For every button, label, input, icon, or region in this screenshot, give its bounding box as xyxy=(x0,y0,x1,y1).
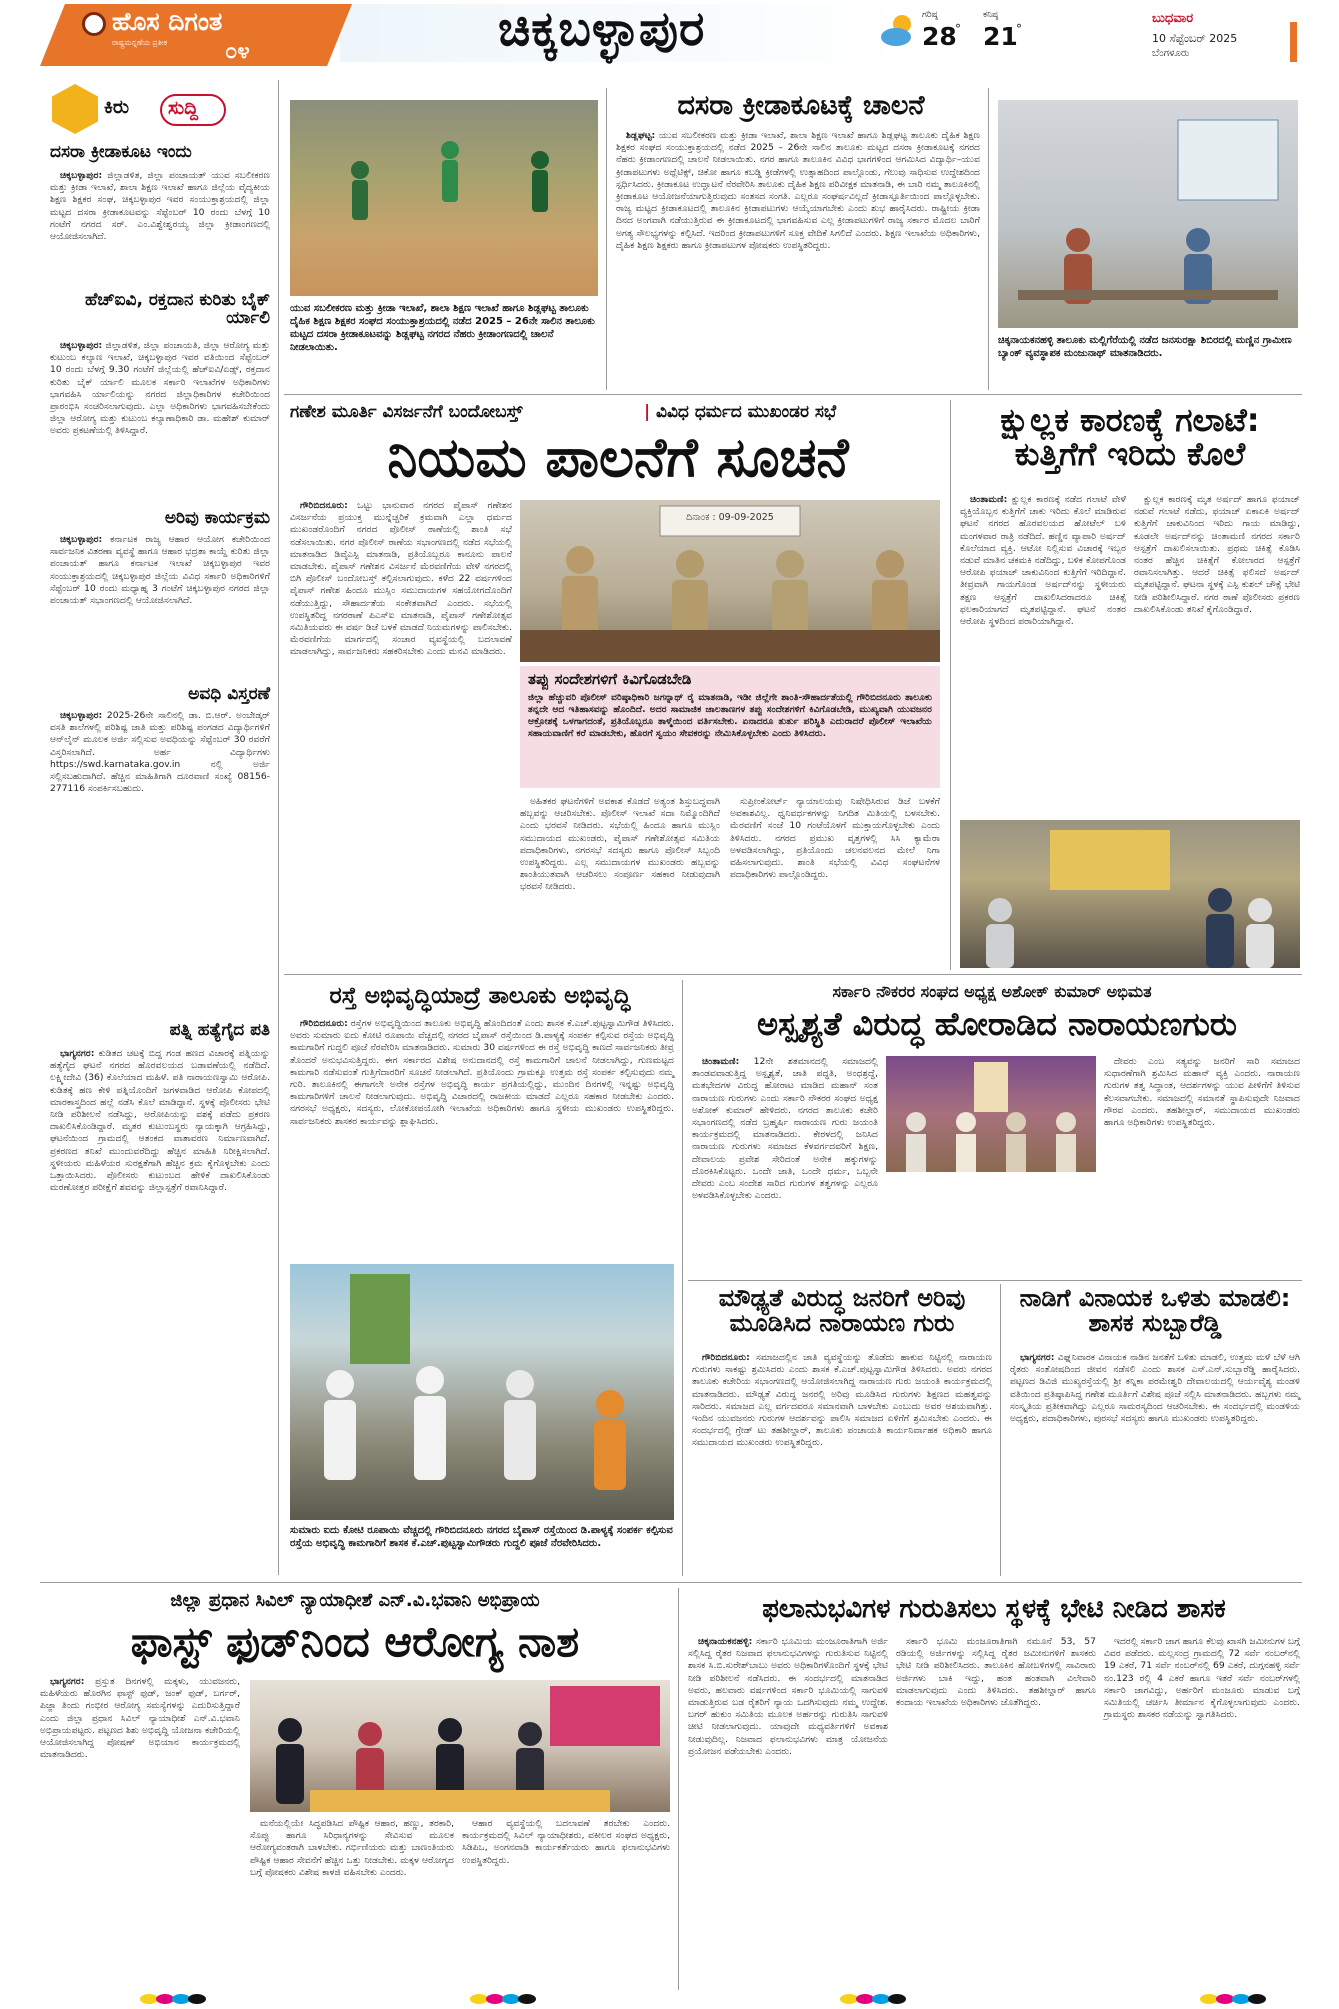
kiru-item-3-body xyxy=(50,534,270,680)
sports-dateline: ಶಿಡ್ಲಘಟ್ಟ: xyxy=(626,130,656,141)
max-temp-degree: ° xyxy=(955,22,961,36)
kiru-item-2-headline: ಹೆಚ್‌ಐವಿ, ರಕ್ತದಾನ ಕುರಿತು ಬೈಕ್ ರ್ಯಾಲಿ xyxy=(84,290,270,328)
murder-body-2 xyxy=(1134,494,1300,814)
narayana-text-1: 12ನೇ ಶತಮಾನದಲ್ಲಿ ಸಮಾಜದಲ್ಲಿ ತಾಂಡವವಾಡುತ್ತಿದ್ದ ಅಸ್ಪೃಶ್ಯತೆ, ಜಾತಿ ಪದ್ಧತಿ, ಅಂಧಶ್ರದ್ಧೆ, ಮತಭೇದಗಳ ವಿರುದ್ಧ ಹೋರಾಟ ಮಾಡಿದ ಮಹಾನ್ ಸಂತ ನಾರಾಯಣ ಗುರುಗಳು ಎಂದು ಸರ್ಕಾರಿ ನೌಕರರ ಸಂಘದ ಅಧ್ಯಕ್ಷ ಅಶೋಕ್ ಕುಮಾರ್ ಹೇಳಿದರು. ನಗರದ ತಾಲೂಕು ಕಚೇರಿ ಸಭಾಂಗಣದಲ್ಲಿ ನಡೆದ ಬ್ರಹ್ಮರ್ಷಿ ನಾರಾಯಣ ಗುರು ಜಯಂತಿ ಕಾರ್ಯಕ್ರಮದಲ್ಲಿ ಮಾತನಾಡಿದರು. ಕೇರಳದಲ್ಲಿ ಜನಿಸಿದ ನಾರಾಯಣ ಗುರುಗಳು ಸಮಾಜದ ಕೆಳವರ್ಗದವರಿಗೆ ಶಿಕ್ಷಣ, ದೇವಾಲಯ ಪ್ರವೇಶ ಸೇರಿದಂತೆ ಅನೇಕ ಹಕ್ಕುಗಳನ್ನು ದೊರಕಿಸಿಕೊಟ್ಟರು. ಒಂದೇ ಜಾತಿ, ಒಂದೇ ಧರ್ಮ, ಒಬ್ಬನೇ ದೇವರು ಎಂಬ ಸಂದೇಶ ಸಾರಿದ ಗುರುಗಳ ತತ್ವಗಳನ್ನು ಎಲ್ಲರೂ ಅಳವಡಿಸಿಕೊಳ್ಳಬೇಕು ಎಂದರು. xyxy=(692,1056,878,1202)
min-temp-value: 21 xyxy=(983,22,1018,51)
narayana-headline: ಅಸ್ಪೃಶ್ಯತೆ ವಿರುದ್ಧ ಹೋರಾಡಿದ ನಾರಾಯಣಗುರು xyxy=(757,1005,1237,1043)
ganesha-body-1 xyxy=(290,500,512,818)
print-registration-marks xyxy=(840,1994,910,2006)
superstition-text: ಸಮಾಜದಲ್ಲಿನ ಜಾತಿ ವ್ಯವಸ್ಥೆಯನ್ನು ತೊಡೆದು ಹಾಕುವ ನಿಟ್ಟಿನಲ್ಲಿ ನಾರಾಯಣ ಗುರುಗಳು ಸಾಕಷ್ಟು ಶ್ರಮಿಸಿದರು ಎಂದು ಶಾಸಕ ಕೆ.ಎಚ್.ಪುಟ್ಟಸ್ವಾಮಿಗೌಡ ತಿಳಿಸಿದರು. ಅವರು ನಗರದ ತಾಲೂಕು ಕಚೇರಿಯ ಸಭಾಂಗಣದಲ್ಲಿ ಆಯೋಜಿಸಲಾಗಿದ್ದ ನಾರಾಯಣ ಗುರು ಜಯಂತಿ ಕಾರ್ಯಕ್ರಮದಲ್ಲಿ ಮಾತನಾಡಿದರು. ಮೌಢ್ಯತೆ ವಿರುದ್ಧ ಜನರಲ್ಲಿ ಅರಿವು ಮೂಡಿಸಿದ ಗುರುಗಳು ಶಿಕ್ಷಣದ ಮಹತ್ವವನ್ನು ಸಾರಿದರು. ಸಮಾಜದ ಎಲ್ಲ ವರ್ಗದವರೂ ಸಮಾನವಾಗಿ ಬಾಳಬೇಕು ಎಂಬುದು ಅವರ ಆಶಯವಾಗಿತ್ತು. ಇಂದಿನ ಯುವಜನರು ಗುರುಗಳ ಆದರ್ಶವನ್ನು ಪಾಲಿಸಿ ಸಮಾಜದ ಏಳಿಗೆಗೆ ಶ್ರಮಿಸಬೇಕು ಎಂದರು. ಈ ಸಂದರ್ಭದಲ್ಲಿ ಗ್ರೇಡ್ ಟು ತಹಶೀಲ್ದಾರ್, ತಾಲೂಕು ಪಂಚಾಯತಿ ಕಾರ್ಯನಿರ್ವಾಹಕ ಅಧಿಕಾರಿ ಹಾಗೂ ಸಮುದಾಯದ ಮುಖಂಡರು ಉಪಸ್ಥಿತರಿದ್ದರು. xyxy=(692,1352,992,1449)
city-title: ಚಿಕ್ಕಬಳ್ಳಾಪುರ xyxy=(498,1,706,57)
road-bhoomi-puja-photo xyxy=(290,1264,674,1520)
beneficiary-text-1: ಸರ್ಕಾರಿ ಭೂಮಿಯ ಮಂಜೂರಾತಿಗಾಗಿ ಅರ್ಜಿ ಸಲ್ಲಿಸಿದ್ದ ರೈತರ ನಿಜವಾದ ಫಲಾನುಭವಿಗಳನ್ನು ಗುರುತಿಸುವ ನಿಟ್ಟಿನಲ್ಲಿ ಶಾಸಕ ಸಿ.ಬಿ.ಸುರೇಶ್‌ಬಾಬು ಅವರು ಅಧಿಕಾರಿಗಳೊಂದಿಗೆ ಸ್ಥಳಕ್ಕೆ ಭೇಟಿ ನೀಡಿ ಪರಿಶೀಲನೆ ನಡೆಸಿದರು. ಈ ಸಂದರ್ಭದಲ್ಲಿ ಮಾತನಾಡಿದ ಅವರು, ಹಲವಾರು ವರ್ಷಗಳಿಂದ ಸರ್ಕಾರಿ ಭೂಮಿಯಲ್ಲಿ ಸಾಗುವಳಿ ಮಾಡುತ್ತಿರುವ ಬಡ ರೈತರಿಗೆ ನ್ಯಾಯ ಒದಗಿಸುವುದು ನಮ್ಮ ಉದ್ದೇಶ. ಬಗರ್ ಹುಕುಂ ಸಮಿತಿಯ ಮೂಲಕ ಅರ್ಹರನ್ನು ಗುರುತಿಸಿ ಸಾಗುವಳಿ ಚೀಟಿ ನೀಡಲಾಗುವುದು. ಯಾವುದೇ ಮಧ್ಯವರ್ತಿಗಳಿಗೆ ಅವಕಾಶ ನೀಡುವುದಿಲ್ಲ. ನಿಜವಾದ ಫಲಾನುಭವಿಗಳು ಮಾತ್ರ ಯೋಜನೆಯ ಪ್ರಯೋಜನ ಪಡೆಯಬೇಕು ಎಂದರು. xyxy=(688,1636,889,1757)
murder-scene-photo xyxy=(960,820,1300,968)
murder-text-2: ಕ್ಷುಲ್ಲಕ ಕಾರಣಕ್ಕೆ ಮೃತ ಅರ್ಷದ್ ಹಾಗೂ ಫಯಾಜ್ ನಡುವೆ ಗಲಾಟೆ ನಡೆದು, ಫಯಾಜ್ ಏಕಾಏಕಿ ಅರ್ಷದ್ ಕುತ್ತಿಗೆಗೆ ಚಾಕುವಿನಿಂದ ಇರಿದು ಗಾಯ ಮಾಡಿದ್ದು, ಕೂಡಲೇ ಅರ್ಷದ್‌ನನ್ನು ಚಿಂತಾಮಣಿ ನಗರದ ಸರ್ಕಾರಿ ಆಸ್ಪತ್ರೆಗೆ ದಾಖಲಿಸಲಾಯಿತು. ಪ್ರಥಮ ಚಿಕಿತ್ಸೆ ಕೊಡಿಸಿ ನಂತರ ಹೆಚ್ಚಿನ ಚಿಕಿತ್ಸೆಗೆ ಕೋಲಾರದ ಆಸ್ಪತ್ರೆಗೆ ರವಾನಿಸಲಾಗಿತ್ತು. ಆದರೆ ಚಿಕಿತ್ಸೆ ಫಲಿಸದೆ ಅರ್ಷದ್ ಮೃತಪಟ್ಟಿದ್ದಾನೆ. ಘಟನಾ ಸ್ಥಳಕ್ಕೆ ಎಸ್ಪಿ ಕುಶಲ್ ಚೌಕ್ಸೆ ಭೇಟಿ ನೀಡಿ ಪರಿಶೀಲಿಸಿದ್ದಾರೆ. ನಗರ ಠಾಣೆ ಪೊಲೀಸರು ಪ್ರಕರಣ ದಾಖಲಿಸಿಕೊಂಡು ತನಿಖೆ ಕೈಗೊಂಡಿದ್ದಾರೆ. xyxy=(1134,494,1300,615)
kiru-badge-label-b: ಸುದ್ದಿ xyxy=(160,94,226,126)
kiru-item-2-text: ಜಿಲ್ಲಾಡಳಿತ, ಜಿಲ್ಲಾ ಪಂಚಾಯತಿ, ಜಿಲ್ಲಾ ಆರೋಗ್ಯ ಮತ್ತು ಕುಟುಂಬ ಕಲ್ಯಾಣ ಇಲಾಖೆ, ಚಿಕ್ಕಬಳ್ಳಾಪುರ ಇವರ ವತಿಯಿಂದ ಸೆಪ್ಟೆಂಬರ್ 10 ರಂದು ಬೆಳಗ್ಗೆ 9.30 ಗಂಟೆಗೆ ಜಿಲ್ಲೆಯಲ್ಲಿ ಹೆಚ್‌ಐವಿ/ಏಡ್ಸ್, ರಕ್ತದಾನ ಕುರಿತು ಬೈಕ್ ರ್ಯಾಲಿ ಮೂಲಕ ಸರ್ಕಾರಿ ಇಲಾಖೆಗಳ ಅಧಿಕಾರಿಗಳು ಭಾಗವಹಿಸಿ ರ್ಯಾಲಿಯನ್ನು ನಗರದ ಜಿಲ್ಲಾಧಿಕಾರಿಗಳ ಕಚೇರಿಯಿಂದ ಪ್ರಾರಂಭಿಸಿ ಸಂಚರಿಸಲಾಗುವುದು. ಎಲ್ಲಾ ಅಧಿಕಾರಿಗಳು ಭಾಗವಹಿಸಬೇಕೆಂದು ಜಿಲ್ಲಾ ಆರೋಗ್ಯ ಮತ್ತು ಕುಟುಂಬ ಕಲ್ಯಾಣಾಧಿಕಾರಿ ಡಾ. ಮಹೇಶ್ ಕುಮಾರ್ ಅವರು ಪ್ರಕಟಣೆಯಲ್ಲಿ ತಿಳಿಸಿದ್ದಾರೆ. xyxy=(50,340,270,437)
max-temp-label: ಗರಿಷ್ಠ xyxy=(922,10,938,20)
min-temp-label: ಕನಿಷ್ಠ xyxy=(983,10,999,20)
superstition-body xyxy=(692,1352,992,1574)
road-headline: ರಸ್ತೆ ಅಭಿವೃದ್ಧಿಯಾದ್ರೆ ತಾಲೂಕು ಅಭಿವೃದ್ಧಿ xyxy=(329,983,631,1009)
sports-text: ಯುವ ಸಬಲೀಕರಣ ಮತ್ತು ಕ್ರೀಡಾ ಇಲಾಖೆ, ಶಾಲಾ ಶಿಕ್ಷಣ ಇಲಾಖೆ ಹಾಗೂ ಶಿಡ್ಲಘಟ್ಟ ತಾಲೂಕು ದೈಹಿಕ ಶಿಕ್ಷಣ ಶಿಕ್ಷಕರ ಸಂಘದ ಸಂಯುಕ್ತಾಶ್ರಯದಲ್ಲಿ ನಡೆದ 2025 – 26ನೇ ಸಾಲಿನ ತಾಲೂಕು ಮಟ್ಟದ ದಸರಾ ಕ್ರೀಡಾಕೂಟಕ್ಕೆ ನಗರದ ನೆಹರು ಕ್ರೀಡಾಂಗಣದಲ್ಲಿ ಚಾಲನೆ ನೀಡಲಾಯಿತು. ನಗರ ಹಾಗೂ ತಾಲೂಕಿನ ವಿವಿಧ ಭಾಗಗಳಿಂದ ಆಗಮಿಸಿದ ವಿದ್ಯಾರ್ಥಿ–ಯುವ ಕ್ರೀಡಾಪಟುಗಳು ಅಥ್ಲೆಟಿಕ್ಸ್, ಚಿಕೋ ಹಾಗೂ ಕಬಡ್ಡಿ ಕ್ರೀಡೆಗಳಲ್ಲಿ ಉತ್ಸಾಹದಿಂದ ಪಾಲ್ಗೊಂಡು, ಗೆಲುವು ಸಾಧಿಸುವ ಉದ್ದೇಶದಿಂದ ಸ್ಪರ್ಧಿಸಿದರು. ಕ್ರೀಡಾಕೂಟ ಉದ್ಘಾಟನೆ ನೆರವೇರಿಸಿ ತಾಲೂಕು ದೈಹಿಕ ಶಿಕ್ಷಣ ಪರಿವೀಕ್ಷಕ ಮಾತನಾಡಿ, ಈ ಬಾರಿ ನಮ್ಮ ತಾಲೂಕಿನಲ್ಲಿ ಕ್ರೀಡಾಕೂಟ ಆಯೋಜನೆಯಾಗುತ್ತಿರುವುದು ಸಂತಸದ ಸಂಗತಿ. ಎಲ್ಲರೂ ಸಂಘರ್ಷವಿಲ್ಲದೆ ಕ್ರೀಡಾಸ್ಫೂರ್ತಿಯಿಂದ ಪಾಲ್ಗೊಳ್ಳಬೇಕು. ರಾಜ್ಯ ಮಟ್ಟದ ಕ್ರೀಡಾಕೂಟದಲ್ಲಿ ತಾಲೂಕಿನ ಕ್ರೀಡಾಪಟುಗಳು ಆಯ್ಕೆಯಾಗಬೇಕು ಎಂದು ಶುಭ ಹಾರೈಸಿದರು. ರಾಷ್ಟ್ರೀಯ ಕ್ರೀಡಾ ದಿನದ ಅಂಗವಾಗಿ ನಡೆಯುತ್ತಿರುವ ಈ ಕ್ರೀಡಾಕೂಟದಲ್ಲಿ ಭಾಗವಹಿಸುವ ಎಲ್ಲ ಕ್ರೀಡಾಪಟುಗಳಿಗೆ ರಾಜ್ಯ ಸರ್ಕಾರ ಮೊದಲ ಬಾರಿಗೆ ಅಗತ್ಯ ಸೌಲಭ್ಯಗಳನ್ನು ಕಲ್ಪಿಸಿದೆ. ಇದರಿಂದ ಕ್ರೀಡಾಪಟುಗಳಿಗೆ ಸೂಕ್ತ ವೇದಿಕೆ ಸಿಗಲಿದೆ ಎಂದರು. ಶಿಕ್ಷಣ ಇಲಾಖೆಯ ಅಧಿಕಾರಿಗಳು, ದೈಹಿಕ ಶಿಕ್ಷಣ ಶಿಕ್ಷಕರು ಹಾಗೂ ಕ್ರೀಡಾಪಟುಗಳ ಪೋಷಕರು ಉಪಸ್ಥಿತರಿದ್ದರು. xyxy=(616,130,980,251)
murder-headline: ಕ್ಷುಲ್ಲಕ ಕಾರಣಕ್ಕೆ ಗಲಾಟೆ: ಕುತ್ತಿಗೆಗೆ ಇರಿದು ಕೊಲೆ xyxy=(1000,401,1260,473)
max-temp-value: 28 xyxy=(922,22,957,51)
section-rule xyxy=(40,1582,1302,1583)
page-number: ೦೪ xyxy=(225,39,250,64)
vinayaka-dateline: ಭಾಗ್ಯನಗರ: xyxy=(1020,1352,1055,1363)
kiru-item-4-body xyxy=(50,710,270,1012)
murder-body-1 xyxy=(960,494,1126,814)
kiru-item-5-headline: ಪತ್ನಿ ಹತ್ಯೆಗೈದ ಪತಿ xyxy=(169,1020,270,1040)
ganesha-kicker-a: ಗಣೇಶ ಮೂರ್ತಿ ವಿಸರ್ಜನೆಗೆ ಬಂದೋಬಸ್ತ್ xyxy=(290,402,523,422)
road-photo-caption: ಸುಮಾರು ಐದು ಕೋಟಿ ರೂಪಾಯಿ ವೆಚ್ಚದಲ್ಲಿ ಗೌರಿಬಿದನೂರು ನಗರದ ಬೈಪಾಸ್ ರಸ್ತೆಯಿಂದ ಡಿ.ಪಾಳ್ಯಕ್ಕೆ ಸಂಪರ್ಕ ಕಲ್ಪಿಸುವ ರಸ್ತೆಯ ಅಭಿವೃದ್ಧಿ ಕಾಮಗಾರಿಗೆ ಶಾಸಕ ಕೆ.ಎಚ್.ಪುಟ್ಟಸ್ವಾಮಿಗೌಡರು ಗುದ್ದಲಿ ಪೂಜೆ ನೆರವೇರಿಸಿದರು. xyxy=(290,1525,673,1549)
superstition-headline: ಮೌಢ್ಯತೆ ವಿರುದ್ಧ ಜನರಿಗೆ ಅರಿವು ಮೂಡಿಸಿದ ನಾರಾಯಣ ಗುರು xyxy=(718,1284,966,1338)
kiru-item-3-dateline: ಚಿಕ್ಕಬಳ್ಳಾಪುರ: xyxy=(60,534,103,545)
column-rule xyxy=(950,400,951,970)
ganesha-body-2 xyxy=(520,796,720,962)
bank-photo xyxy=(998,100,1298,328)
ganesha-text-3: ಸುಪ್ರೀಂಕೋರ್ಟ್ ನ್ಯಾಯಾಲಯವು ನಿಷೇಧಿಸಿರುವ ಡಿಜೆ ಬಳಕೆಗೆ ಅವಕಾಶವಿಲ್ಲ. ಧ್ವನಿವರ್ಧಕಗಳನ್ನು ನಿಗದಿತ ಮಿತಿಯಲ್ಲಿ ಬಳಸಬೇಕು. ಮೆರವಣಿಗೆ ಸಂಜೆ 10 ಗಂಟೆಯೊಳಗೆ ಮುಕ್ತಾಯಗೊಳ್ಳಬೇಕು ಎಂದು ತಿಳಿಸಿದರು. ನಗರದ ಪ್ರಮುಖ ವೃತ್ತಗಳಲ್ಲಿ ಸಿಸಿ ಕ್ಯಾಮೆರಾ ಅಳವಡಿಸಲಾಗಿದ್ದು, ಪ್ರತಿಯೊಂದು ಚಲನವಲನದ ಮೇಲೆ ನಿಗಾ ವಹಿಸಲಾಗುವುದು. ಶಾಂತಿ ಸಭೆಯಲ್ಲಿ ವಿವಿಧ ಸಂಘಟನೆಗಳ ಪದಾಧಿಕಾರಿಗಳು ಪಾಲ್ಗೊಂಡಿದ್ದರು. xyxy=(730,796,940,881)
narayana-text-2: ದೇವರು ಎಂಬ ಸತ್ಯವನ್ನು ಜನರಿಗೆ ಸಾರಿ ಸಮಾಜದ ಸುಧಾರಣೆಗಾಗಿ ಶ್ರಮಿಸಿದ ಮಹಾನ್ ವ್ಯಕ್ತಿ ಎಂದರು. ನಾರಾಯಣ ಗುರುಗಳ ತತ್ವ ಸಿದ್ಧಾಂತ, ಆದರ್ಶಗಳನ್ನು ಯುವ ಪೀಳಿಗೆಗೆ ತಿಳಿಸುವ ಕೆಲಸವಾಗಬೇಕು. ಸಮಾಜದಲ್ಲಿ ಸಮಾನತೆ ಸ್ಥಾಪಿಸುವುದೇ ನಿಜವಾದ ಗೌರವ ಎಂದರು. ತಹಶೀಲ್ದಾರ್, ಸಮುದಾಯದ ಮುಖಂಡರು ಹಾಗೂ ಅಧಿಕಾರಿಗಳು ಉಪಸ್ಥಿತರಿದ್ದರು. xyxy=(1104,1056,1300,1129)
column-rule xyxy=(1000,1284,1001,1576)
kiru-item-4-dateline: ಚಿಕ್ಕಬಳ್ಳಾಪುರ: xyxy=(60,710,103,721)
column-rule xyxy=(278,80,279,1575)
kiru-item-1-headline: ದಸರಾ ಕ್ರೀಡಾಕೂಟ ಇಂದು xyxy=(50,142,192,162)
ganesha-box-body: ಜಿಲ್ಲಾ ಹೆಚ್ಚುವರಿ ಪೊಲೀಸ್ ವರಿಷ್ಠಾಧಿಕಾರಿ ಜಗನ್ನಾಥ್ ರೈ ಮಾತನಾಡಿ, ಇಡೀ ಜಿಲ್ಲೆಗೇ ಶಾಂತಿ-ಸೌಹಾರ್ದತೆಯಲ್ಲಿ ಗೌರಿಬಿದನೂರು ತಾಲೂಕು ತನ್ನದೇ ಆದ ಇತಿಹಾಸವನ್ನು ಹೊಂದಿದೆ. ಅದರ ಸಾಮಾಜಿಕ ಜಾಲತಾಣಗಳ ತಪ್ಪು ಸಂದೇಶಗಳಿಗೆ ಕಿವಿಗೊಡಬೇಡಿ, ಮುಖ್ಯವಾಗಿ ಯುವಜನರ ಆಕ್ರೋಶಕ್ಕೆ ಒಳಗಾಗದಂತೆ, ಪ್ರತಿಯೊಬ್ಬರೂ ತಾಳ್ಮೆಯಿಂದ ವರ್ತಿಸಬೇಕು. ಏನಾದರೂ ತುರ್ತು ಪರಿಸ್ಥಿತಿ ಎದುರಾದರೆ ಪೊಲೀಸ್ ಇಲಾಖೆಯ ಸಹಾಯವಾಣಿಗೆ ಕರೆ ಮಾಡಬೇಕು, ಹೊರಗೆ ಸ್ವಯಂ ಸೇವಕರನ್ನು ನೇಮಿಸಿಕೊಳ್ಳಬೇಕು ಎಂದು ತಿಳಿಸಿದರು. xyxy=(528,691,932,740)
vinayaka-body xyxy=(1010,1352,1300,1574)
column-rule xyxy=(678,1588,679,1990)
fastfood-body-2 xyxy=(250,1818,454,1988)
road-dateline: ಗೌರಿಬಿದನೂರು: xyxy=(300,1018,348,1029)
masthead xyxy=(0,0,1339,70)
issue-date: 10 ಸೆಪ್ಟೆಂಬರ್ 2025 xyxy=(1152,32,1238,45)
ganesha-text-2: ಅಹಿತಕರ ಘಟನೆಗಳಿಗೆ ಅವಕಾಶ ಕೊಡದೆ ಅತ್ಯಂತ ಶಿಸ್ತುಬದ್ಧವಾಗಿ ಹಬ್ಬವನ್ನು ಆಚರಿಸಬೇಕು. ಪೊಲೀಸ್ ಇಲಾಖೆ ಸದಾ ನಿಮ್ಮೊಂದಿಗಿದೆ ಎಂದು ಭರವಸೆ ನೀಡಿದರು. ಸಭೆಯಲ್ಲಿ ಹಿಂದೂ ಹಾಗೂ ಮುಸ್ಲಿಂ ಸಮುದಾಯದ ಮುಖಂಡರು, ಪೈಪಾಸ್ ಗಣೇಶೋತ್ಸವ ಸಮಿತಿಯ ಪದಾಧಿಕಾರಿಗಳು, ನಗರಸಭೆ ಸದಸ್ಯರು ಹಾಗೂ ಪೊಲೀಸ್ ಸಿಬ್ಬಂದಿ ಉಪಸ್ಥಿತರಿದ್ದರು. ಎಲ್ಲ ಸಮುದಾಯಗಳ ಮುಖಂಡರು ಹಬ್ಬವನ್ನು ಶಾಂತಿಯುತವಾಗಿ ಆಚರಿಸಲು ಸಂಪೂರ್ಣ ಸಹಕಾರ ನೀಡುವುದಾಗಿ ಭರವಸೆ ನೀಡಿದರು. xyxy=(520,796,720,893)
brand-name: ಹೊಸ ದಿಗಂತ xyxy=(112,7,223,36)
kiru-item-2-dateline: ಚಿಕ್ಕಬಳ್ಳಾಪುರ: xyxy=(60,340,103,351)
section-rule xyxy=(688,1280,1302,1281)
narayana-dateline: ಚಿಂತಾಮಣಿ: xyxy=(702,1056,740,1067)
fastfood-text-2: ಮನೆಯಲ್ಲಿಯೇ ಸಿದ್ಧಪಡಿಸಿದ ಪೌಷ್ಟಿಕ ಆಹಾರ, ಹಣ್ಣು, ತರಕಾರಿ, ಸೊಪ್ಪು ಹಾಗೂ ಸಿರಿಧಾನ್ಯಗಳನ್ನು ಸೇವಿಸುವ ಮೂಲಕ ಆರೋಗ್ಯವಂತರಾಗಿ ಬಾಳಬೇಕು. ಗರ್ಭಿಣಿಯರು ಮತ್ತು ಬಾಣಂತಿಯರು ಪೌಷ್ಟಿಕ ಆಹಾರ ಸೇವನೆಗೆ ಹೆಚ್ಚಿನ ಒತ್ತು ನೀಡಬೇಕು. ಮಕ್ಕಳ ಆರೋಗ್ಯದ ಬಗ್ಗೆ ಪೋಷಕರು ವಿಶೇಷ ಕಾಳಜಿ ವಹಿಸಬೇಕು ಎಂದರು. xyxy=(250,1818,454,1878)
fastfood-event-photo xyxy=(250,1680,670,1812)
section-rule xyxy=(284,394,1302,395)
kiru-badge-icon xyxy=(52,84,98,134)
narayana-kicker: ಸರ್ಕಾರಿ ನೌಕರರ ಸಂಘದ ಅಧ್ಯಕ್ಷ ಅಶೋಕ್ ಕುಮಾರ್ ಅಭಿಮತ xyxy=(832,982,1152,1001)
narayana-jayanti-photo xyxy=(886,1056,1096,1172)
beneficiary-body-1 xyxy=(688,1636,888,1988)
ganesha-headline: ನಿಯಮ ಪಾಲನೆಗೆ ಸೂಚನೆ xyxy=(387,426,849,489)
beneficiary-text-2: ಸರ್ಕಾರಿ ಭೂಮಿ ಮಂಜೂರಾತಿಗಾಗಿ ನಮೂನೆ 53, 57 ರಡಿಯಲ್ಲಿ ಅರ್ಜಿಗಳನ್ನು ಸಲ್ಲಿಸಿದ್ದ ರೈತರ ಜಮೀನುಗಳಿಗೆ ಶಾಸಕರು ಭೇಟಿ ನೀಡಿ ಪರಿಶೀಲಿಸಿದರು. ತಾಲೂಕಿನ ಹೋಬಳಿಗಳಲ್ಲಿ ಸಾವಿರಾರು ಅರ್ಜಿಗಳು ಬಾಕಿ ಇದ್ದು, ಹಂತ ಹಂತವಾಗಿ ವಿಲೇವಾರಿ ಮಾಡಲಾಗುವುದು ಎಂದು ತಿಳಿಸಿದರು. ತಹಶೀಲ್ದಾರ್ ಹಾಗೂ ಕಂದಾಯ ಇಲಾಖೆಯ ಅಧಿಕಾರಿಗಳು ಜೊತೆಗಿದ್ದರು. xyxy=(896,1636,1096,1709)
sports-photo xyxy=(290,100,598,296)
murder-text-1: ಕ್ಷುಲ್ಲಕ ಕಾರಣಕ್ಕೆ ನಡೆದ ಗಲಾಟೆ ವೇಳೆ ವ್ಯಕ್ತಿಯೊಬ್ಬನ ಕುತ್ತಿಗೆಗೆ ಚಾಕು ಇರಿದು ಕೊಲೆ ಮಾಡಿರುವ ಘಟನೆ ನಗರದ ಹೊರವಲಯದ ಹೋಟೆಲ್ ಬಳಿ ಮಂಗಳವಾರ ರಾತ್ರಿ ನಡೆದಿದೆ. ಹಣ್ಣಿನ ವ್ಯಾಪಾರಿ ಅರ್ಷದ್ ಕೊಲೆಯಾದ ವ್ಯಕ್ತಿ. ಆಟೋ ನಿಲ್ಲಿಸುವ ವಿಚಾರಕ್ಕೆ ಇಬ್ಬರ ನಡುವೆ ಮಾತಿನ ಚಕಮಕಿ ನಡೆದಿದ್ದು, ಬಳಿಕ ಕೋಪಗೊಂಡ ಆರೋಪಿ ಫಯಾಜ್ ಚಾಕುವಿನಿಂದ ಕುತ್ತಿಗೆಗೆ ಇರಿದಿದ್ದಾನೆ. ತೀವ್ರವಾಗಿ ಗಾಯಗೊಂಡ ಅರ್ಷದ್‌ನನ್ನು ಸ್ಥಳೀಯರು ತಕ್ಷಣ ಆಸ್ಪತ್ರೆಗೆ ದಾಖಲಿಸಿದರಾದರೂ ಚಿಕಿತ್ಸೆ ಫಲಕಾರಿಯಾಗದೆ ಮೃತಪಟ್ಟಿದ್ದಾನೆ. ಘಟನೆ ನಂತರ ಆರೋಪಿ ಸ್ಥಳದಿಂದ ಪರಾರಿಯಾಗಿದ್ದಾನೆ. xyxy=(960,494,1126,628)
ganesha-kicker-separator: | xyxy=(644,402,651,422)
kiru-item-2-body xyxy=(50,340,270,506)
narayana-body-1 xyxy=(692,1056,878,1276)
vinayaka-headline: ನಾಡಿಗೆ ವಿನಾಯಕ ಒಳಿತು ಮಾಡಲಿ: ಶಾಸಕ ಸುಬ್ಬಾರೆಡ್ಡಿ xyxy=(1019,1284,1291,1338)
min-temp-degree: ° xyxy=(1016,22,1022,36)
fastfood-text-3: ಆಹಾರ ವ್ಯವಸ್ಥೆಯಲ್ಲಿ ಬದಲಾವಣೆ ತರಬೇಕು ಎಂದರು. ಕಾರ್ಯಕ್ರಮದಲ್ಲಿ ಸಿವಿಲ್ ನ್ಯಾಯಾಧೀಶರು, ವಕೀಲರ ಸಂಘದ ಅಧ್ಯಕ್ಷರು, ಸಿಡಿಪಿಒ, ಅಂಗನವಾಡಿ ಕಾರ್ಯಕರ್ತೆಯರು ಹಾಗೂ ಫಲಾನುಭವಿಗಳು ಉಪಸ್ಥಿತರಿದ್ದರು. xyxy=(462,1818,670,1866)
road-body xyxy=(290,1018,674,1256)
kiru-item-1-body xyxy=(50,170,270,288)
brand-logo-icon xyxy=(82,12,106,36)
ganesha-highlight-box xyxy=(520,666,940,788)
kiru-item-4-text: 2025-26ನೇ ಸಾಲಿನಲ್ಲಿ ಡಾ. ಬಿ.ಆರ್. ಅಂಬೇಡ್ಕರ್ ವಸತಿ ಶಾಲೆಗಳಲ್ಲಿ ಪರಿಶಿಷ್ಟ ಜಾತಿ ಮತ್ತು ಪರಿಶಿಷ್ಟ ಪಂಗಡದ ವಿದ್ಯಾರ್ಥಿಗಳಿಗೆ ಆನ್‌ಲೈನ್ ಮೂಲಕ ಅರ್ಜಿ ಸಲ್ಲಿಸುವ ಅವಧಿಯನ್ನು ಸೆಪ್ಟೆಂಬರ್ 30 ರವರೆಗೆ ವಿಸ್ತರಿಸಲಾಗಿದೆ. ಅರ್ಹ ವಿದ್ಯಾರ್ಥಿಗಳು https://swd.karnataka.gov.in ನಲ್ಲಿ ಅರ್ಜಿ ಸಲ್ಲಿಸಬಹುದಾಗಿದೆ. ಹೆಚ್ಚಿನ ಮಾಹಿತಿಗಾಗಿ ದೂರವಾಣಿ ಸಂಖ್ಯೆ 08156-277116 ಸಂಪರ್ಕಿಸಬಹುದು. xyxy=(50,710,270,795)
kiru-item-5-dateline: ಭಾಗ್ಯನಗರ: xyxy=(60,1048,95,1059)
sports-headline: ದಸರಾ ಕ್ರೀಡಾಕೂಟಕ್ಕೆ ಚಾಲನೆ xyxy=(677,90,925,121)
beneficiary-headline: ಫಲಾನುಭವಿಗಳ ಗುರುತಿಸಲು ಸ್ಥಳಕ್ಕೆ ಭೇಟಿ ನೀಡಿದ ಶಾಸಕ xyxy=(762,1594,1226,1624)
kiru-item-5-text: ಕುಡಿತದ ಚಟಕ್ಕೆ ಬಿದ್ದ ಗಂಡ ಹಣದ ವಿಚಾರಕ್ಕೆ ಪತ್ನಿಯನ್ನು ಹತ್ಯೆಗೈದ ಘಟನೆ ನಗರದ ಹೊರವಲಯದ ಬಡಾವಣೆಯಲ್ಲಿ ನಡೆದಿದೆ. ಲಕ್ಷ್ಮೀದೇವಿ (36) ಕೊಲೆಯಾದ ಮಹಿಳೆ. ಪತಿ ನಾರಾಯಣಸ್ವಾಮಿ ಆರೋಪಿ. ಕುಡಿತಕ್ಕೆ ಹಣ ಕೇಳಿ ಪತ್ನಿಯೊಂದಿಗೆ ಜಗಳವಾಡಿದ ಆರೋಪಿ ಕೋಪದಲ್ಲಿ ಮಾರಕಾಸ್ತ್ರದಿಂದ ಹಲ್ಲೆ ನಡೆಸಿ ಕೊಲೆ ಮಾಡಿದ್ದಾನೆ. ಸ್ಥಳಕ್ಕೆ ಪೊಲೀಸರು ಭೇಟಿ ನೀಡಿ ಪರಿಶೀಲನೆ ನಡೆಸಿದ್ದು, ಆರೋಪಿಯನ್ನು ವಶಕ್ಕೆ ಪಡೆದು ಪ್ರಕರಣ ದಾಖಲಿಸಿಕೊಂಡಿದ್ದಾರೆ. ಮೃತರ ಕುಟುಂಬಸ್ಥರು ನ್ಯಾಯಕ್ಕಾಗಿ ಆಗ್ರಹಿಸಿದ್ದು, ಘಟನೆಯಿಂದ ಗ್ರಾಮದಲ್ಲಿ ಆತಂಕದ ವಾತಾವರಣ ನಿರ್ಮಾಣವಾಗಿದೆ. ಪ್ರಕರಣದ ತನಿಖೆ ಮುಂದುವರೆದಿದ್ದು ಹೆಚ್ಚಿನ ಮಾಹಿತಿ ನಿರೀಕ್ಷಿಸಲಾಗಿದೆ. ಸ್ಥಳೀಯರು ಮಹಿಳೆಯರ ಸುರಕ್ಷತೆಗಾಗಿ ಹೆಚ್ಚಿನ ಕ್ರಮ ಕೈಗೊಳ್ಳಬೇಕು ಎಂದು ಒತ್ತಾಯಿಸಿದರು. ಪೊಲೀಸರು ಕುಟುಂಬದ ಹೇಳಿಕೆ ದಾಖಲಿಸಿಕೊಂಡು ಮರಣೋತ್ತರ ಪರೀಕ್ಷೆಗೆ ಶವವನ್ನು ಜಿಲ್ಲಾಸ್ಪತ್ರೆಗೆ ರವಾನಿಸಿದ್ದಾರೆ. xyxy=(50,1048,271,1194)
superstition-dateline: ಗೌರಿಬಿದನೂರು: xyxy=(702,1352,750,1363)
kiru-item-3-headline: ಅರಿವು ಕಾರ್ಯಕ್ರಮ xyxy=(164,508,270,528)
edition-name: ಬೆಂಗಳೂರು xyxy=(1152,48,1190,59)
bank-photo-caption: ಚಿಕ್ಕನಾಯಕನಹಳ್ಳಿ ತಾಲೂಕು ಮಲ್ಲಿಗೆರೆಯಲ್ಲಿ ನಡೆದ ಜನಸುರಕ್ಷಾ ಶಿಬಿರದಲ್ಲಿ ಮಣ್ಣಿನ ಗ್ರಾಮೀಣ ಬ್ಯಾಂಕ್ ವ್ಯವಸ್ಥಾಪಕ ಮಂಜುನಾಥ್ ಮಾತನಾಡಿದರು. xyxy=(998,335,1292,359)
kiru-badge-label-a: ಕಿರು xyxy=(104,96,129,118)
sports-photo-caption: ಯುವ ಸಬಲೀಕರಣ ಮತ್ತು ಕ್ರೀಡಾ ಇಲಾಖೆ, ಶಾಲಾ ಶಿಕ್ಷಣ ಇಲಾಖೆ ಹಾಗೂ ಶಿಡ್ಲಘಟ್ಟ ತಾಲೂಕು ದೈಹಿಕ ಶಿಕ್ಷಣ ಶಿಕ್ಷಕರ ಸಂಘದ ಸಂಯುಕ್ತಾಶ್ರಯದಲ್ಲಿ ನಡೆದ 2025 – 26ನೇ ಸಾಲಿನ ತಾಲೂಕು ಮಟ್ಟದ ದಸರಾ ಕ್ರೀಡಾಕೂಟವನ್ನು ಶಿಡ್ಲಘಟ್ಟ ನಗರದ ನೆಹರು ಕ್ರೀಡಾಂಗಣದಲ್ಲಿ ಚಾಲನೆ ನೀಡಲಾಯಿತು. xyxy=(290,303,595,353)
narayana-body-2 xyxy=(1104,1056,1300,1276)
fastfood-body-1 xyxy=(40,1676,240,1988)
section-rule xyxy=(284,974,1302,975)
column-rule xyxy=(988,88,989,390)
ganesha-text-1: ಒಟ್ಟು ಭಾನುವಾರ ನಗರದ ಪೈಪಾಸ್ ಗಣೇಶನ ವಿಸರ್ಜನೆಯ ಪ್ರಯುಕ್ತ ಮುನ್ನೆಚ್ಚರಿಕೆ ಕ್ರಮವಾಗಿ ಎಲ್ಲಾ ಧರ್ಮದ ಮುಖಂಡರೊಂದಿಗೆ ನಗರದ ಪೊಲೀಸ್ ಠಾಣೆಯಲ್ಲಿ ಶಾಂತಿ ಸಭೆ ನಡೆಸಲಾಯಿತು. ನಗರ ಪೊಲೀಸ್ ಠಾಣೆಯ ಸಭಾಂಗಣದಲ್ಲಿ ನಡೆದ ಸಭೆಯಲ್ಲಿ ಮಾತನಾಡಿದ ಡಿವೈಎಸ್ಪಿ ಮಾತನಾಡಿ, ಪ್ರತಿಯೊಬ್ಬರೂ ಕಾನೂನು ಪಾಲನೆ ಮಾಡಬೇಕು. ಪೈಪಾಸ್ ಗಣೇಶನ ವಿಸರ್ಜನೆ ಮೆರವಣಿಗೆಯ ವೇಳೆ ನಗರದಲ್ಲಿ ಬಿಗಿ ಪೊಲೀಸ್ ಬಂದೋಬಸ್ತ್ ಕಲ್ಪಿಸಲಾಗುವುದು. ಕಳೆದ 22 ವರ್ಷಗಳಿಂದ ಪೈಪಾಸ್ ಗಣೇಶ ಹಿಂದೂ ಮುಸ್ಲಿಂ ಸಮುದಾಯಗಳ ಸಹಯೋಗದೊಂದಿಗೆ ನಡೆಯುತ್ತಿದ್ದು, ಸೌಹಾರ್ದತೆಯ ಸಂಕೇತವಾಗಿದೆ ಎಂದರು. ಸಭೆಯಲ್ಲಿ ಉಪಸ್ಥಿತರಿದ್ದ ನಗರಠಾಣೆ ಪಿಎಸ್ಐ ಮಾತನಾಡಿ, ಪೈಪಾಸ್ ಗಣೇಶೋತ್ಸವ ಸಮಿತಿಯವರು ಈ ವರ್ಷ ಡಿಜೆ ಬಳಕೆ ಮಾಡದೆ ನಿಯಮಗಳನ್ನು ಪಾಲಿಸಬೇಕು. ಮೆರವಣಿಗೆಯ ಮಾರ್ಗದಲ್ಲಿ ಸಂಚಾರ ವ್ಯವಸ್ಥೆಯಲ್ಲಿ ಬದಲಾವಣೆ ಮಾಡಲಾಗಿದ್ದು, ಸಾರ್ವಜನಿಕರು ಸಹಕರಿಸಬೇಕು ಎಂದು ಮನವಿ ಮಾಡಿದರು. xyxy=(290,500,512,658)
brand-tagline: ರಾಷ್ಟ್ರಮನ್ನಣೆಯ ಪ್ರತೀಕ xyxy=(112,38,168,47)
beneficiary-body-3 xyxy=(1104,1636,1300,1988)
print-registration-marks xyxy=(1200,1994,1270,2006)
beneficiary-text-3: ಇದರಲ್ಲಿ ಸರ್ಕಾರಿ ಜಾಗ ಹಾಗೂ ಕೆಲವು ಖಾಸಗಿ ಜಮೀನುಗಳ ಬಗ್ಗೆ ವಿವರ ಪಡೆದರು. ಮಲ್ಲಸಂದ್ರ ಗ್ರಾಮದಲ್ಲಿ 72 ಸರ್ವೆ ನಂಬರ್‌ನಲ್ಲಿ 19 ಎಕರೆ, 71 ಸರ್ವೆ ನಂಬರ್‌ನಲ್ಲಿ 69 ಎಕರೆ, ದುಗ್ಗನಹಳ್ಳಿ ಸರ್ವೆ ನಂ.123 ರಲ್ಲಿ 4 ಎಕರೆ ಹಾಗೂ ಇತರೆ ಸರ್ವೆ ನಂಬರ್‌ಗಳಲ್ಲಿ ಸರ್ಕಾರಿ ಜಾಗವಿದ್ದು, ಅರ್ಹರಿಗೆ ಮಂಜೂರು ಮಾಡುವ ಬಗ್ಗೆ ಸಮಿತಿಯಲ್ಲಿ ಚರ್ಚಿಸಿ ತೀರ್ಮಾನ ಕೈಗೊಳ್ಳಲಾಗುವುದು ಎಂದರು. ಗ್ರಾಮಸ್ಥರು ಶಾಸಕರ ನಡೆಯನ್ನು ಸ್ವಾಗತಿಸಿದರು. xyxy=(1104,1636,1301,1721)
ganesha-kicker-b: ವಿವಿಧ ಧರ್ಮದ ಮುಖಂಡರ ಸಭೆ xyxy=(656,402,837,422)
ganesha-box-title: ತಪ್ಪು ಸಂದೇಶಗಳಿಗೆ ಕಿವಿಗೊಡಬೇಡಿ xyxy=(528,670,692,688)
masthead-accent-bar xyxy=(1290,22,1297,62)
beneficiary-dateline: ಚಿಕ್ಕನಾಯಕನಹಳ್ಳಿ: xyxy=(698,1636,753,1647)
fastfood-headline: ಫಾಸ್ಟ್ ಫುಡ್‌ನಿಂದ ಆರೋಗ್ಯ ನಾಶ xyxy=(130,1617,580,1666)
vinayaka-text: ವಿಘ್ನನಿವಾರಕ ವಿನಾಯಕ ನಾಡಿನ ಜನತೆಗೆ ಒಳಿತು ಮಾಡಲಿ, ಉತ್ತಮ ಮಳೆ ಬೆಳೆ ಆಗಿ ರೈತರು ಸಂತೋಷದಿಂದ ಜೀವನ ನಡೆಸಲಿ ಎಂದು ಶಾಸಕ ಎಸ್.ಎನ್.ಸುಬ್ಬಾರೆಡ್ಡಿ ಹಾರೈಸಿದರು. ಪಟ್ಟಣದ ಡಿವಿಜಿ ಮುಖ್ಯರಸ್ತೆಯಲ್ಲಿ ಶ್ರೀ ಕನ್ನಿಕಾ ಪರಮೇಶ್ವರಿ ದೇವಾಲಯದಲ್ಲಿ ಆರ್ಯವೈಶ್ಯ ಮಂಡಳಿ ವತಿಯಿಂದ ಪ್ರತಿಷ್ಠಾಪಿಸಿದ್ದ ಗಣೇಶ ಮೂರ್ತಿಗೆ ವಿಶೇಷ ಪೂಜೆ ಸಲ್ಲಿಸಿ ಮಾತನಾಡಿದರು. ಹಬ್ಬಗಳು ನಮ್ಮ ಸಂಸ್ಕೃತಿಯ ಪ್ರತೀಕವಾಗಿದ್ದು ಎಲ್ಲರೂ ಸಾಮರಸ್ಯದಿಂದ ಆಚರಿಸಬೇಕು. ಈ ಸಂದರ್ಭದಲ್ಲಿ ಮಂಡಳಿಯ ಅಧ್ಯಕ್ಷರು, ಪದಾಧಿಕಾರಿಗಳು, ಪುರಸಭೆ ಸದಸ್ಯರು ಹಾಗೂ ಮುಖಂಡರು ಉಪಸ್ಥಿತರಿದ್ದರು. xyxy=(1010,1352,1301,1425)
fastfood-text-1: ಪ್ರಸ್ತುತ ದಿನಗಳಲ್ಲಿ ಮಕ್ಕಳು, ಯುವಜನರು, ಮಹಿಳೆಯರು ಹೊರಗಿನ ಫಾಸ್ಟ್ ಫುಡ್, ಜಂಕ್ ಫುಡ್, ಬರ್ಗರ್, ಪಿಜ್ಜಾ ತಿಂದು ಗಂಭೀರ ಆರೋಗ್ಯ ಸಮಸ್ಯೆಗಳನ್ನು ಎದುರಿಸುತ್ತಿದ್ದಾರೆ ಎಂದು ಜಿಲ್ಲಾ ಪ್ರಧಾನ ಸಿವಿಲ್ ನ್ಯಾಯಾಧೀಶೆ ಎನ್.ವಿ.ಭವಾನಿ ಅಭಿಪ್ರಾಯಪಟ್ಟರು. ಪಟ್ಟಣದ ಶಿಶು ಅಭಿವೃದ್ಧಿ ಯೋಜನಾ ಕಚೇರಿಯಲ್ಲಿ ಆಯೋಜಿಸಲಾಗಿದ್ದ ಪೋಷಣ್ ಅಭಿಯಾನ ಕಾರ್ಯಕ್ರಮದಲ್ಲಿ ಮಾತನಾಡಿದರು. xyxy=(40,1676,240,1761)
beneficiary-body-2 xyxy=(896,1636,1096,1988)
column-rule xyxy=(682,980,683,1576)
print-registration-marks xyxy=(470,1994,540,2006)
kiru-item-1-text: ಜಿಲ್ಲಾಡಳಿತ, ಜಿಲ್ಲಾ ಪಂಚಾಯತ್ ಯುವ ಸಬಲೀಕರಣ ಮತ್ತು ಕ್ರೀಡಾ ಇಲಾಖೆ, ಶಾಲಾ ಶಿಕ್ಷಣ ಇಲಾಖೆ ಹಾಗೂ ಜಿಲ್ಲೆಯ ವೈದ್ಯಕೀಯ ಶಿಕ್ಷಣ ಶಿಕ್ಷಕರ ಸಂಘ, ಚಿಕ್ಕಬಳ್ಳಾಪುರ ಇವರ ಸಂಯುಕ್ತಾಶ್ರಯದಲ್ಲಿ ಜಿಲ್ಲಾ ಮಟ್ಟದ ದಸರಾ ಕ್ರೀಡಾಕೂಟವನ್ನು ಸೆಪ್ಟೆಂಬರ್ 10 ರಂದು ಬೆಳಗ್ಗೆ 10 ಗಂಟೆಗೆ ನಗರದ ಸರ್. ಎಂ.ವಿಶ್ವೇಶ್ವರಯ್ಯ ಜಿಲ್ಲಾ ಕ್ರೀಡಾಂಗಣದಲ್ಲಿ ಆಯೋಜಿಸಲಾಗಿದೆ. xyxy=(50,170,271,243)
print-registration-marks xyxy=(140,1994,210,2006)
weekday: ಬುಧವಾರ xyxy=(1152,11,1194,26)
ganesha-body-3 xyxy=(730,796,940,962)
road-text: ರಸ್ತೆಗಳ ಅಭಿವೃದ್ಧಿಯಿಂದ ತಾಲೂಕು ಅಭಿವೃದ್ಧಿ ಹೊಂದಿದಂತೆ ಎಂದು ಶಾಸಕ ಕೆ.ಎಚ್.ಪುಟ್ಟಸ್ವಾಮಿಗೌಡ ತಿಳಿಸಿದರು. ಅವರು ಸುಮಾರು ಐದು ಕೋಟಿ ರೂಪಾಯಿ ವೆಚ್ಚದಲ್ಲಿ ನಗರದ ಬೈಪಾಸ್ ರಸ್ತೆಯಿಂದ ಡಿ.ಪಾಳ್ಯಕ್ಕೆ ಸಂಪರ್ಕ ಕಲ್ಪಿಸುವ ರಸ್ತೆಯ ಅಭಿವೃದ್ಧಿ ಕಾಮಗಾರಿಗೆ ಗುದ್ದಲಿ ಪೂಜೆ ನೆರವೇರಿಸಿ ಮಾತನಾಡಿದರು. ಸುಮಾರು 30 ವರ್ಷಗಳಿಂದ ಈ ರಸ್ತೆ ಅಭಿವೃದ್ಧಿ ಕಾಣದೆ ಸಾರ್ವಜನಿಕರು ತೀವ್ರ ತೊಂದರೆ ಅನುಭವಿಸುತ್ತಿದ್ದರು. ಈಗ ಸರ್ಕಾರದ ವಿಶೇಷ ಅನುದಾನದಲ್ಲಿ ರಸ್ತೆ ಕಾಮಗಾರಿಗೆ ಚಾಲನೆ ನೀಡಲಾಗಿದ್ದು, ಗುಣಮಟ್ಟದ ಕಾಮಗಾರಿ ನಡೆಸುವಂತೆ ಗುತ್ತಿಗೆದಾರರಿಗೆ ಸೂಚನೆ ನೀಡಲಾಗಿದೆ. ಪ್ರತಿಯೊಂದು ಗ್ರಾಮಕ್ಕೂ ಉತ್ತಮ ರಸ್ತೆ ಸಂಪರ್ಕ ಕಲ್ಪಿಸುವುದು ನಮ್ಮ ಗುರಿ. ತಾಲೂಕಿನಲ್ಲಿ ಈಗಾಗಲೇ ಅನೇಕ ರಸ್ತೆಗಳ ಅಭಿವೃದ್ಧಿ ಕಾರ್ಯ ಪ್ರಗತಿಯಲ್ಲಿದ್ದು, ಮುಂದಿನ ದಿನಗಳಲ್ಲಿ ಇನ್ನಷ್ಟು ಅಭಿವೃದ್ಧಿ ಕಾಮಗಾರಿಗಳಿಗೆ ಚಾಲನೆ ನೀಡಲಾಗುವುದು. ಅಭಿವೃದ್ಧಿ ವಿಚಾರದಲ್ಲಿ ರಾಜಕೀಯ ಮಾಡದೆ ಎಲ್ಲರೂ ಸಹಕಾರ ನೀಡಬೇಕು ಎಂದರು. ನಗರಸಭೆ ಅಧ್ಯಕ್ಷರು, ಸದಸ್ಯರು, ಲೋಕೋಪಯೋಗಿ ಇಲಾಖೆಯ ಅಧಿಕಾರಿಗಳು ಹಾಗೂ ಸ್ಥಳೀಯ ಮುಖಂಡರು ಉಪಸ್ಥಿತರಿದ್ದರು. ಸಾರ್ವಜನಿಕರು ಶಾಸಕರ ಕಾರ್ಯವನ್ನು ಶ್ಲಾಘಿಸಿದರು. xyxy=(290,1018,675,1127)
sports-body xyxy=(616,130,980,392)
fastfood-kicker: ಜಿಲ್ಲಾ ಪ್ರಧಾನ ಸಿವಿಲ್ ನ್ಯಾಯಾಧೀಶೆ ಎನ್.ವಿ.ಭವಾನಿ ಅಭಿಪ್ರಾಯ xyxy=(170,1590,540,1611)
column-rule xyxy=(606,88,607,390)
kiru-item-3-text: ಕರ್ನಾಟಕ ರಾಜ್ಯ ಆಹಾರ ಆಯೋಗ ಕಚೇರಿಯಿಂದ ಸಾರ್ವಜನಿಕ ವಿತರಣಾ ವ್ಯವಸ್ಥೆ ಹಾಗೂ ಆಹಾರ ಭದ್ರತಾ ಕಾಯ್ದೆ ಕುರಿತು ಜಿಲ್ಲಾ ಪಂಚಾಯತ್ ಹಾಗೂ ಕರ್ನಾಟಕ ಇಲಾಖೆ ಚಿಕ್ಕಬಳ್ಳಾಪುರ ಇವರ ಸಂಯುಕ್ತಾಶ್ರಯದಲ್ಲಿ ಚಿಕ್ಕಬಳ್ಳಾಪುರ ಜಿಲ್ಲೆಯ ವಿವಿಧ ಸರ್ಕಾರಿ ಅಧಿಕಾರಿಗಳಿಗೆ ಸೆಪ್ಟೆಂಬರ್ 10 ರಂದು ಮಧ್ಯಾಹ್ನ 3 ಗಂಟೆಗೆ ಚಿಕ್ಕಬಳ್ಳಾಪುರ ನಗರದ ಜಿಲ್ಲಾ ಪಂಚಾಯತ್ ಸಭಾಂಗಣದಲ್ಲಿ ಆಯೋಜಿಸಲಾಗಿದೆ. xyxy=(50,534,270,607)
fastfood-dateline: ಭಾಗ್ಯನಗರ: xyxy=(50,1676,85,1687)
fastfood-body-3 xyxy=(462,1818,670,1988)
ganesha-photo-banner: ದಿನಾಂಕ : 09-09-2025 xyxy=(686,512,774,523)
kiru-item-5-body xyxy=(50,1048,270,1568)
kiru-item-1-dateline: ಚಿಕ್ಕಬಳ್ಳಾಪುರ: xyxy=(60,170,103,181)
murder-dateline: ಚಿಂತಾಮಣಿ: xyxy=(970,494,1008,505)
ganesha-dateline: ಗೌರಿಬಿದನೂರು: xyxy=(300,500,348,511)
weather-sun-cloud-icon xyxy=(878,10,918,50)
kiru-item-4-headline: ಅವಧಿ ವಿಸ್ತರಣೆ xyxy=(188,684,270,704)
